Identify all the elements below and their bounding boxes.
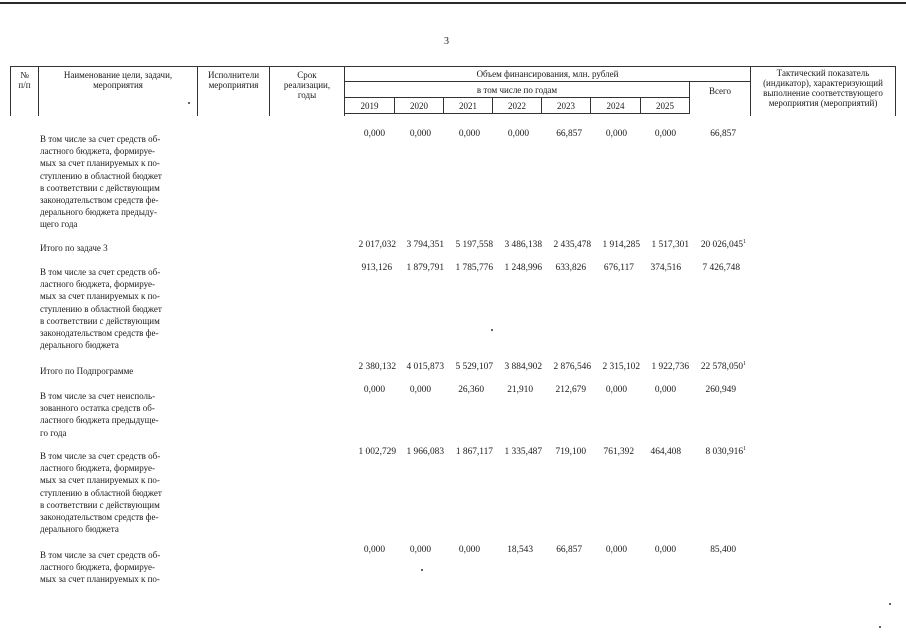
value-2021: 0,000 xyxy=(458,129,480,139)
value-2021: 1 867,117 xyxy=(455,447,493,457)
value-2022: 21,910 xyxy=(507,385,533,395)
value-2020: 4 015,873 xyxy=(406,362,444,372)
header-funding: Объем финансирования, млн. рублей xyxy=(476,69,619,79)
value-2019: 2 380,132 xyxy=(358,362,396,372)
value-2025: 0,000 xyxy=(654,545,676,555)
total-footnote: 1 xyxy=(743,361,746,367)
value-2019: 2 017,032 xyxy=(358,240,396,250)
value-2025: 1 922,736 xyxy=(651,362,689,372)
header-rule-years xyxy=(344,97,689,98)
value-total xyxy=(680,385,736,395)
header-year-2020: 2020 xyxy=(410,101,428,111)
value-2023: 719,100 xyxy=(555,447,586,457)
value-2024: 1 914,285 xyxy=(602,240,640,250)
value-total-number: 7 426,748 xyxy=(702,263,740,273)
value-2024: 0,000 xyxy=(605,385,627,395)
value-total-number: 22 578,050 xyxy=(700,362,743,372)
header-rule-bottom xyxy=(344,113,689,114)
value-2023: 66,857 xyxy=(556,129,582,139)
value-total xyxy=(684,263,740,273)
header-col-rule xyxy=(895,66,896,116)
row-label: В том числе за счет неисполь- зованного остатка средств об- ластного бюджета предыдуще- го года xyxy=(40,391,159,438)
row-label: Итого по задаче 3 xyxy=(40,243,108,253)
row-label: В том числе за счет средств об- ластного бюджета, формируе- мых за счет планируемых к по- ступлению в областной бюджет в соответствии с действующим законодательством средств фе- дерального бюджета xyxy=(40,451,162,535)
header-rule-top xyxy=(10,66,896,67)
header-year-2025: 2025 xyxy=(656,101,674,111)
value-2025: 0,000 xyxy=(654,385,676,395)
header-year-2021: 2021 xyxy=(459,101,477,111)
value-2022: 0,000 xyxy=(507,129,529,139)
total-footnote: 1 xyxy=(743,446,746,452)
value-2019: 913,126 xyxy=(361,263,392,273)
value-2019: 1 002,729 xyxy=(358,447,396,457)
scan-speck xyxy=(491,329,493,331)
value-2021: 1 785,776 xyxy=(455,263,493,273)
row-label: В том числе за счет средств об- ластного бюджета, формируе- мых за счет планируемых к по- ступлению в областной бюджет в соответствии с действующим законодательством средств фе- дерального бюджета предыду- щего года xyxy=(40,134,162,230)
header-executors: Исполнители мероприятия xyxy=(207,70,260,90)
scan-speck xyxy=(421,569,423,571)
header-year-2023: 2023 xyxy=(557,101,575,111)
header-indicator: Тактический показатель (индикатор), характеризующий выполнение соответствующего мероприятия (мероприятий) xyxy=(763,68,883,108)
page-number: 3 xyxy=(444,36,449,47)
value-2024: 0,000 xyxy=(605,545,627,555)
value-2020: 0,000 xyxy=(409,385,431,395)
value-total-number: 260,949 xyxy=(705,385,736,395)
value-2023: 2 435,478 xyxy=(553,240,591,250)
header-total: Всего xyxy=(708,86,732,96)
value-2022: 3 486,138 xyxy=(504,240,542,250)
header-year-2022: 2022 xyxy=(508,101,526,111)
value-2020: 3 794,351 xyxy=(406,240,444,250)
value-total-number: 85,400 xyxy=(710,545,736,555)
value-2024: 761,392 xyxy=(603,447,634,457)
value-total xyxy=(690,240,746,250)
row-label: Итого по Подпрограмме xyxy=(40,366,134,376)
scan-speck xyxy=(188,102,190,104)
header-name: Наименование цели, задачи, мероприятия xyxy=(63,70,173,90)
value-2021: 26,360 xyxy=(458,385,484,395)
value-2025: 0,000 xyxy=(654,129,676,139)
value-2022: 3 884,902 xyxy=(504,362,542,372)
value-total-number: 66,857 xyxy=(710,129,736,139)
value-2024: 676,117 xyxy=(603,263,634,273)
value-2019: 0,000 xyxy=(363,385,385,395)
value-2022: 1 335,487 xyxy=(504,447,542,457)
value-total-number: 20 026,045 xyxy=(700,240,743,250)
value-total xyxy=(680,129,736,139)
value-2021: 5 197,558 xyxy=(455,240,493,250)
value-2022: 18,543 xyxy=(507,545,533,555)
row-label: В том числе за счет средств об- ластного бюджета, формируе- мых за счет планируемых к по- xyxy=(40,550,161,585)
value-total-number: 8 030,916 xyxy=(705,447,743,457)
total-footnote: 1 xyxy=(743,239,746,245)
header-term: Срок реализации, годы xyxy=(283,70,331,100)
value-2022: 1 248,996 xyxy=(504,263,542,273)
value-2021: 5 529,107 xyxy=(455,362,493,372)
value-2023: 66,857 xyxy=(556,545,582,555)
value-2025: 464,408 xyxy=(650,447,681,457)
header-by-years: в том числе по годам xyxy=(476,85,558,95)
value-2025: 374,516 xyxy=(650,263,681,273)
value-2024: 0,000 xyxy=(605,129,627,139)
value-2024: 2 315,102 xyxy=(602,362,640,372)
header-year-2024: 2024 xyxy=(606,101,625,111)
value-2020: 0,000 xyxy=(409,129,431,139)
value-total xyxy=(690,362,746,372)
value-2020: 1 879,791 xyxy=(406,263,444,273)
value-2021: 0,000 xyxy=(458,545,480,555)
header-row-number: № п/п xyxy=(18,70,31,90)
value-total xyxy=(690,447,746,457)
value-2025: 1 517,301 xyxy=(651,240,689,250)
value-2020: 0,000 xyxy=(409,545,431,555)
header-year-2019: 2019 xyxy=(360,101,379,111)
scan-speck xyxy=(889,603,891,605)
page-top-rule xyxy=(0,2,906,4)
value-2023: 633,826 xyxy=(555,263,586,273)
scan-speck xyxy=(879,626,881,628)
value-2023: 2 876,546 xyxy=(553,362,591,372)
value-2023: 212,679 xyxy=(555,385,586,395)
value-total xyxy=(680,545,736,555)
value-2020: 1 966,083 xyxy=(406,447,444,457)
value-2019: 0,000 xyxy=(363,545,385,555)
row-label: В том числе за счет средств об- ластного бюджета, формируе- мых за счет планируемых к по- ступлению в областной бюджет в соответствии с действующим законодательством средств фе- дерального бюджета xyxy=(40,267,162,351)
value-2019: 0,000 xyxy=(363,129,385,139)
